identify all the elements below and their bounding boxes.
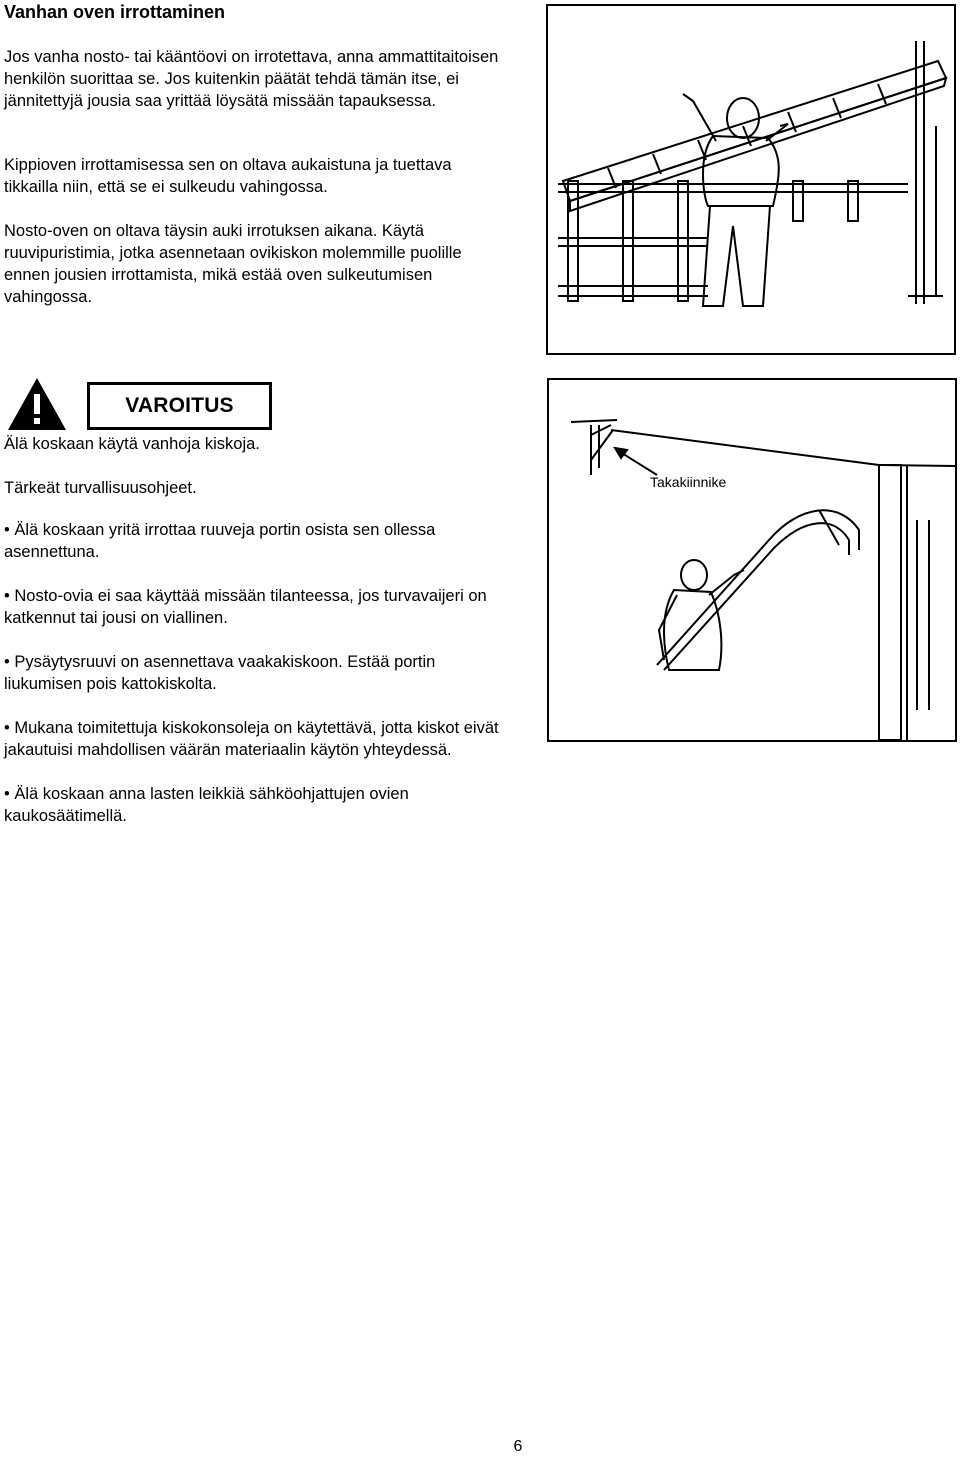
- warning-icon: [6, 376, 68, 432]
- figure-rear-bracket: [547, 378, 957, 742]
- list-item: • Mukana toimitettuja kiskokonsoleja on käytettävä, jotta kiskot eivät jakautuisi mahdollisen väärän materiaalin käytön yhteydessä.: [4, 719, 499, 759]
- paragraph-lift-door: Nosto-oven on oltava täysin auki irrotuksen aikana. Käytä ruuvipuristimia, jotka asennetaan ovikiskon molemmille puolille ennen jousien irrottamista, mikä estää oven sulkeutumisen vahingossa.: [4, 222, 462, 306]
- door-removal-illustration: [548, 6, 954, 353]
- list-item: • Pysäytysruuvi on asennettava vaakakiskoon. Estää portin liukumisen pois kattokiskolta.: [4, 653, 436, 693]
- list-item: • Älä koskaan yritä irrottaa ruuveja portin osista sen ollessa asennettuna.: [4, 521, 436, 561]
- rear-bracket-illustration: [549, 380, 955, 740]
- page-number: 6: [513, 1438, 523, 1455]
- paragraph-tilt-door: Kippioven irrottamisessa sen on oltava aukaistuna ja tuettava tikkailla niin, että se ei sulkeudu vahingossa.: [4, 156, 452, 196]
- figure-door-removal: [546, 4, 956, 355]
- list-item: • Älä koskaan anna lasten leikkiä sähköohjattujen ovien kaukosäätimellä.: [4, 785, 409, 825]
- warning-line: Älä koskaan käytä vanhoja kiskoja.: [4, 435, 260, 453]
- safety-subheading: Tärkeät turvallisuusohjeet.: [4, 479, 197, 497]
- section-title: Vanhan oven irrottaminen: [4, 2, 226, 22]
- warning-label: VAROITUS: [87, 382, 272, 430]
- figure-caption: Takakiinnike: [650, 474, 727, 490]
- safety-list: [4, 519, 499, 849]
- list-item: • Nosto-ovia ei saa käyttää missään tilanteessa, jos turvavaijeri on katkennut tai jousi on viallinen.: [4, 587, 487, 627]
- paragraph-intro: Jos vanha nosto- tai kääntöovi on irrotettava, anna ammattitaitoisen henkilön suorittaa se. Jos kuitenkin päätät tehdä tämän itse, ei jännitettyjä jousia saa yrittää löysätä missään tapauksessa.: [4, 48, 499, 110]
